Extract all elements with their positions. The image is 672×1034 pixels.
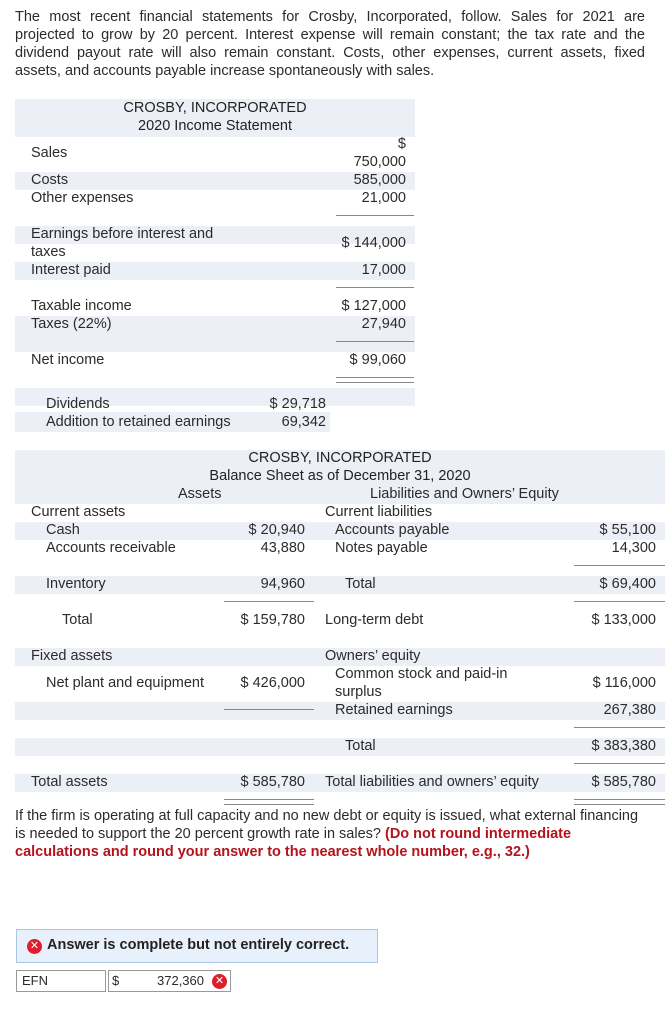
cash-label: Cash <box>46 522 80 538</box>
common-stock-value: $ 116,000 <box>592 675 656 691</box>
other-expenses-label: Other expenses <box>31 190 134 206</box>
fixed-assets-label: Fixed assets <box>31 648 113 664</box>
net-plant-value: $ 426,000 <box>240 675 305 691</box>
common-stock-label: Common stock and paid-in surplus <box>335 666 508 700</box>
current-liabilities-total-value: $ 69,400 <box>599 576 656 592</box>
total-liabilities-equity-value: $ 585,780 <box>591 774 656 790</box>
answer-status-box <box>16 929 378 963</box>
retained-earnings-addition-value: 69,342 <box>281 414 326 430</box>
owners-equity-total-label: Total <box>345 738 376 754</box>
income-company-name: CROSBY, INCORPORATED <box>123 100 307 116</box>
inventory-label: Inventory <box>46 576 106 592</box>
efn-value: 372,360 <box>157 973 204 988</box>
taxes-label: Taxes (22%) <box>31 316 112 332</box>
question <box>15 807 639 861</box>
notes-payable-label: Notes payable <box>335 540 428 556</box>
dividends-label: Dividends <box>46 396 110 412</box>
retained-earnings-label: Retained earnings <box>335 702 453 718</box>
total-liabilities-equity-label: Total liabilities and owners’ equity <box>325 774 539 790</box>
efn-input[interactable] <box>108 970 231 992</box>
cash-value: $ 20,940 <box>248 522 305 538</box>
current-assets-total-label: Total <box>62 612 93 628</box>
inventory-value: 94,960 <box>260 576 305 592</box>
other-expenses-value: 21,000 <box>361 190 406 206</box>
total-assets-value: $ 585,780 <box>240 774 305 790</box>
owners-equity-label: Owners’ equity <box>325 648 421 664</box>
taxes-value: 27,940 <box>361 316 406 332</box>
incorrect-icon: ✕ <box>212 974 227 989</box>
long-term-debt-value: $ 133,000 <box>591 612 656 628</box>
liabilities-header: Liabilities and Owners’ Equity <box>370 486 559 502</box>
costs-value: 585,000 <box>353 172 406 188</box>
answer-status-text: Answer is complete but not entirely correct. <box>47 937 350 953</box>
net-income-label: Net income <box>31 352 105 368</box>
current-liabilities-label: Current liabilities <box>325 504 433 520</box>
taxable-income-value: $ 127,000 <box>341 298 406 314</box>
currency-symbol: $ <box>397 136 406 152</box>
total-assets-label: Total assets <box>31 774 108 790</box>
accounts-payable-label: Accounts payable <box>335 522 450 538</box>
rounding-instruction: (Do not round intermediate calculations and round your answer to the nearest whole number, e.g., 32.) <box>15 826 572 860</box>
efn-currency: $ <box>112 973 120 988</box>
retained-earnings-value: 267,380 <box>603 702 656 718</box>
net-income-value: $ 99,060 <box>349 352 406 368</box>
efn-label: EFN <box>16 970 106 992</box>
balance-sheet-title: Balance Sheet as of December 31, 2020 <box>209 468 471 484</box>
assets-header: Assets <box>178 486 222 502</box>
accounts-receivable-value: 43,880 <box>260 540 305 556</box>
interest-value: 17,000 <box>361 262 406 278</box>
retained-earnings-addition-label: Addition to retained earnings <box>46 414 231 430</box>
incorrect-icon: ✕ <box>27 939 42 954</box>
sales-value: 750,000 <box>353 154 406 170</box>
ebit-label: Earnings before interest and taxes <box>31 226 214 260</box>
sales-label: Sales <box>31 145 68 161</box>
net-plant-label: Net plant and equipment <box>46 675 204 691</box>
income-statement-title: 2020 Income Statement <box>138 118 292 134</box>
dividends-value: $ 29,718 <box>269 396 326 412</box>
owners-equity-total-value: $ 383,380 <box>591 738 656 754</box>
notes-payable-value: 14,300 <box>611 540 656 556</box>
current-assets-total-value: $ 159,780 <box>240 612 305 628</box>
accounts-receivable-label: Accounts receivable <box>46 540 176 556</box>
current-liabilities-total-label: Total <box>345 576 376 592</box>
costs-label: Costs <box>31 172 69 188</box>
accounts-payable-value: $ 55,100 <box>599 522 656 538</box>
current-assets-label: Current assets <box>31 504 126 520</box>
interest-label: Interest paid <box>31 262 111 278</box>
ebit-value: $ 144,000 <box>341 235 406 251</box>
taxable-income-label: Taxable income <box>31 298 132 314</box>
question-text: If the firm is operating at full capacity and no new debt or equity is issued, what external financing is needed to support the 20 percent growth rate in sales? <box>15 808 639 842</box>
problem-intro: The most recent financial statements for Crosby, Incorporated, follow. Sales for 2021 are projected to grow by 20 percent. Interest expense will remain constant; the tax rate and the dividend payout rate will also remain constant. Costs, other expenses, current assets, fixed assets, and accounts payable increase spontaneously with sales. <box>15 9 645 79</box>
efn-answer-row <box>16 970 231 992</box>
balance-company-name: CROSBY, INCORPORATED <box>248 450 432 466</box>
long-term-debt-label: Long-term debt <box>325 612 424 628</box>
